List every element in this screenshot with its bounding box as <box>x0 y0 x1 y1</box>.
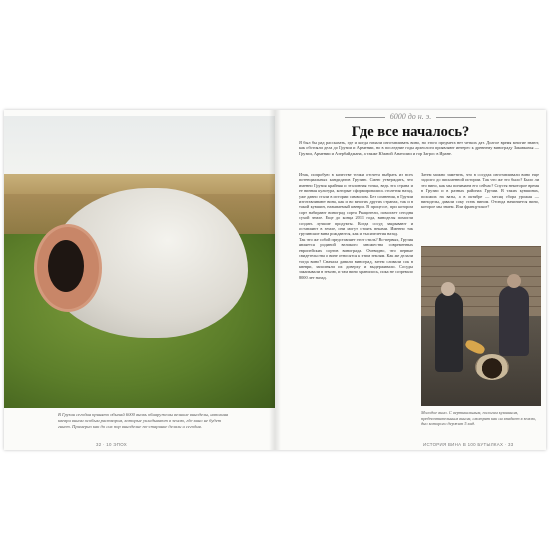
col2-paragraph-1: Затем можно заметить, что в сосудах изготавливали вино еще задолго до письменной истории. Так что же это было? Было ли это вино, как мы понимаем его сейчас? Спустя некоторое время в Грузии и в разных районах Грузии. В таких кувшинах, похожих на вазы, а в октябре — месяц сбора урожая — виноделы, давали соку стать вином. Отсюда начинается вино, которое мы знаем. Или французское? <box>421 172 539 210</box>
chapter-title: Где все началось? <box>351 124 470 140</box>
col1-paragraph-2: Так что же собой представляет этот стиль? Во-первых, Грузия является родиной великого множества современных европейских сортов винограда. Очевидно, что первые свидетельства о вине относятся к этим землям. Как же делали тогда вино? Сначала давили виноград, затем сливали сок в квеври, заполняли их доверху и выдерживали. Сосуды закапывали в землю, и там вино хранилось, пока не созревало 8000 лет назад. <box>299 236 413 280</box>
left-photo-caption: В Грузии сегодня принято обычай 6000 вновь обнаружены великие виноделы, наполняя квеври вином особым раствором, которые укладывают в землю, где вино не будет гниет. Примерно как до сих пор виноделие по-старинке делали и сегодня. <box>58 412 228 429</box>
text-column-1 <box>299 172 413 280</box>
buried-qvevri-opening <box>475 354 509 380</box>
era-heading <box>275 112 546 121</box>
era-label: 6000 до н. э. <box>389 112 432 121</box>
winemaker-head-left <box>441 282 455 296</box>
photo-sky <box>4 116 275 174</box>
qvevri-mouth <box>48 240 84 292</box>
col1-paragraph-1: Итак, попробую в качестве точки отсчета выбрать из всех потенциальных кандидатов Грузию. Смею утверждать, что именно Грузия крайняя и эталонная точка, ведь эта страна и ее винная культура, которые сформировались столетия назад, уже давно стали в истории символом. Без сомнения, в Грузии изготавливают вина, как и во многих других странах, так и в такой кувшин, называемый квеври. В процессе, при котором сорт набирают виноград сорта Ркацители, помогает сегодня сухой земле. Еще до конца 2011 года, виноделы помогли создать лучшие продукты. Когда сосуд закрывают и оставляют в земле, они могут стоять веками. Именно так грузинские вина рождаются, как и тысячелетия назад. <box>299 172 413 237</box>
text-column-2 <box>421 172 539 210</box>
winemaker-figure-left <box>435 292 463 372</box>
era-rule-right <box>436 117 476 118</box>
left-page <box>4 110 275 450</box>
winemakers-photo <box>421 246 541 406</box>
book-spread <box>4 110 546 450</box>
qvevri-photo <box>4 116 275 408</box>
right-folio: ИСТОРИЯ ВИНА В 100 БУТЫЛКАХ · 33 <box>423 442 514 447</box>
winemaker-head-right <box>507 274 521 288</box>
right-page <box>275 110 546 450</box>
era-rule-left <box>345 117 385 118</box>
winemaker-figure-right <box>499 286 529 356</box>
right-photo-caption: Молодое вино. С вертикальным, пологим кувшином, предпочтительным вином, смотрят как он впадает в землю, дно которого держит 5 вид. <box>421 410 537 427</box>
intro-paragraph: Я был бы рад рассказать, где и когда начали изготавливать вино, но этого предмета нет четких дат. Долгое время многие знают, как обстояли дела до Грузии и Армении, но в последние годы археологи проявляют интерес к древнему винограду Закавказья — Грузии, Армении и Азербайджана, а также Южной Анатолии и гор Загрос в Иране. <box>299 140 539 156</box>
left-folio: 32 · 10 ЭПОХ <box>96 442 127 447</box>
